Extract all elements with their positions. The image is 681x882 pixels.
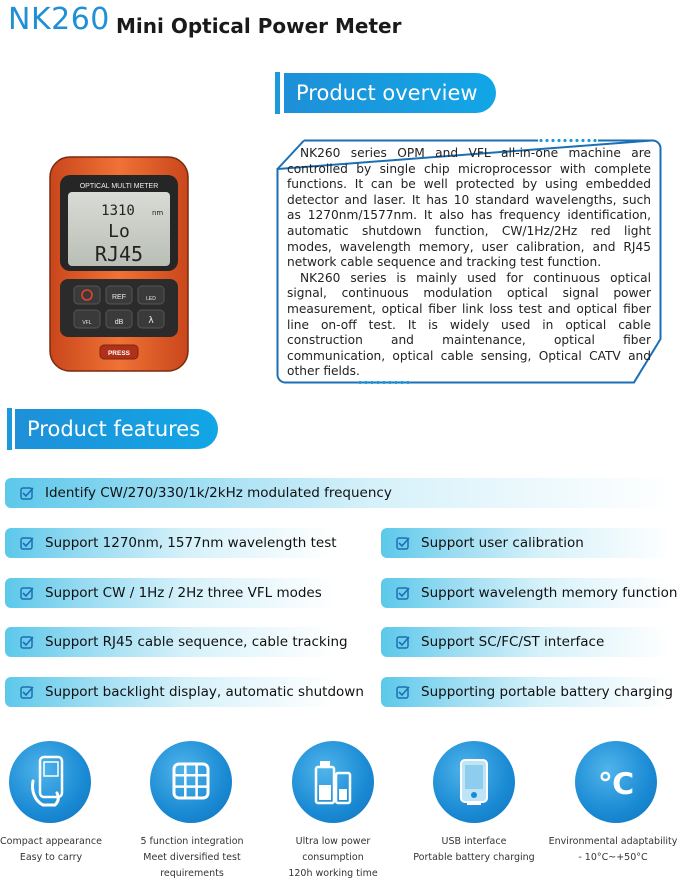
feature-label: Support SC/FC/ST interface: [421, 634, 605, 650]
checkbox-icon: [19, 535, 35, 551]
highlight-caption: [0, 834, 119, 866]
caption-line: Meet diversified test requirements: [143, 852, 241, 879]
caption-line: Environmental adaptability: [548, 836, 678, 847]
feature-item: [381, 627, 671, 657]
device-ref-button: REF: [112, 294, 126, 301]
overview-text: [287, 146, 651, 380]
caption-line: USB interface: [441, 836, 507, 847]
feature-item: [381, 677, 671, 707]
usb-icon: [433, 741, 515, 823]
checkbox-icon: [395, 535, 411, 551]
overview-heading: Product overview: [284, 73, 496, 113]
feature-label: Support backlight display, automatic shutdown: [45, 684, 364, 700]
feature-label: Support RJ45 cable sequence, cable tracking: [45, 634, 348, 650]
caption-line: 120h working time: [288, 868, 378, 879]
caption-line: Compact appearance: [0, 836, 102, 847]
checkbox-icon: [395, 684, 411, 700]
feature-label: Support 1270nm, 1577nm wavelength test: [45, 535, 337, 551]
caption-line: Easy to carry: [19, 852, 83, 863]
device-press-button: PRESS: [107, 350, 131, 357]
device-lambda-button: λ: [148, 316, 154, 326]
device-image: [48, 155, 190, 373]
device-brand-label: OPTICAL MULTI METER: [79, 183, 159, 190]
feature-item: [5, 528, 335, 558]
temperature-symbol: ℃: [597, 767, 635, 802]
device-led-button: LED: [146, 296, 156, 302]
feature-label: Support user calibration: [421, 535, 584, 551]
caption-line: 5 function integration: [140, 836, 244, 847]
features-heading: Product features: [15, 409, 218, 449]
device-display-status: Lo: [108, 221, 130, 242]
device-vfl-button: VFL: [82, 320, 92, 326]
checkbox-icon: [19, 684, 35, 700]
device-display-mode: RJ45: [94, 242, 144, 266]
checkbox-icon: [395, 634, 411, 650]
caption-line: Portable battery charging: [413, 852, 535, 863]
feature-item: [381, 528, 671, 558]
feature-label: Identify CW/270/330/1k/2kHz modulated frequency: [45, 485, 392, 501]
handheld-icon: [9, 741, 91, 823]
checkbox-icon: [395, 585, 411, 601]
feature-item: [5, 578, 335, 608]
device-display-wavelength: 1310: [101, 203, 135, 219]
grid-icon: [150, 741, 232, 823]
caption-line: Ultra low power consumption: [295, 836, 371, 863]
feature-label: Support CW / 1Hz / 2Hz three VFL modes: [45, 585, 322, 601]
checkbox-icon: [19, 634, 35, 650]
feature-item: [381, 578, 678, 608]
highlight-caption: [124, 834, 260, 882]
checkbox-icon: [19, 485, 35, 501]
feature-label: Supporting portable battery charging: [421, 684, 673, 700]
overview-paragraph: NK260 series is mainly used for continuous optical signal, continuous modulation optical signal power measurement, optical fiber link loss test and optical fiber line on-off test. It is widely used in optical cable construction and maintenance, optical fiber communication, optical cable sensing, Optical CATV and other fields.: [287, 270, 651, 379]
battery-icon: [292, 741, 374, 823]
device-db-button: dB: [114, 319, 124, 326]
feature-label: Support wavelength memory function: [421, 585, 678, 601]
caption-line: - 10°C~+50°C: [578, 852, 648, 863]
feature-item: [5, 677, 364, 707]
overview-heading-bar: [275, 72, 280, 114]
checkbox-icon: [19, 585, 35, 601]
product-model: NK260: [8, 2, 110, 37]
feature-item: [5, 627, 348, 657]
features-heading-bar: [7, 408, 12, 450]
feature-item: [5, 478, 675, 508]
device-display-unit: nm: [152, 209, 164, 217]
overview-paragraph: NK260 series OPM and VFL all-in-one machine are controlled by single chip microprocessor with complete functions. It can be well protected by using embedded detector and laser. It has 10 standard wavelengths, such as 1270nm/1577nm. It also has frequency identification, automatic shutdown function, CW/1Hz/2Hz red light modes, wavelength memory, user calibration, and RJ45 network cable sequence and tracking test function.: [287, 146, 651, 270]
highlight-caption: [406, 834, 542, 866]
highlight-caption: [545, 834, 681, 866]
highlight-caption: [265, 834, 401, 882]
product-subtitle: Mini Optical Power Meter: [116, 14, 402, 38]
temperature-icon: [575, 741, 657, 823]
